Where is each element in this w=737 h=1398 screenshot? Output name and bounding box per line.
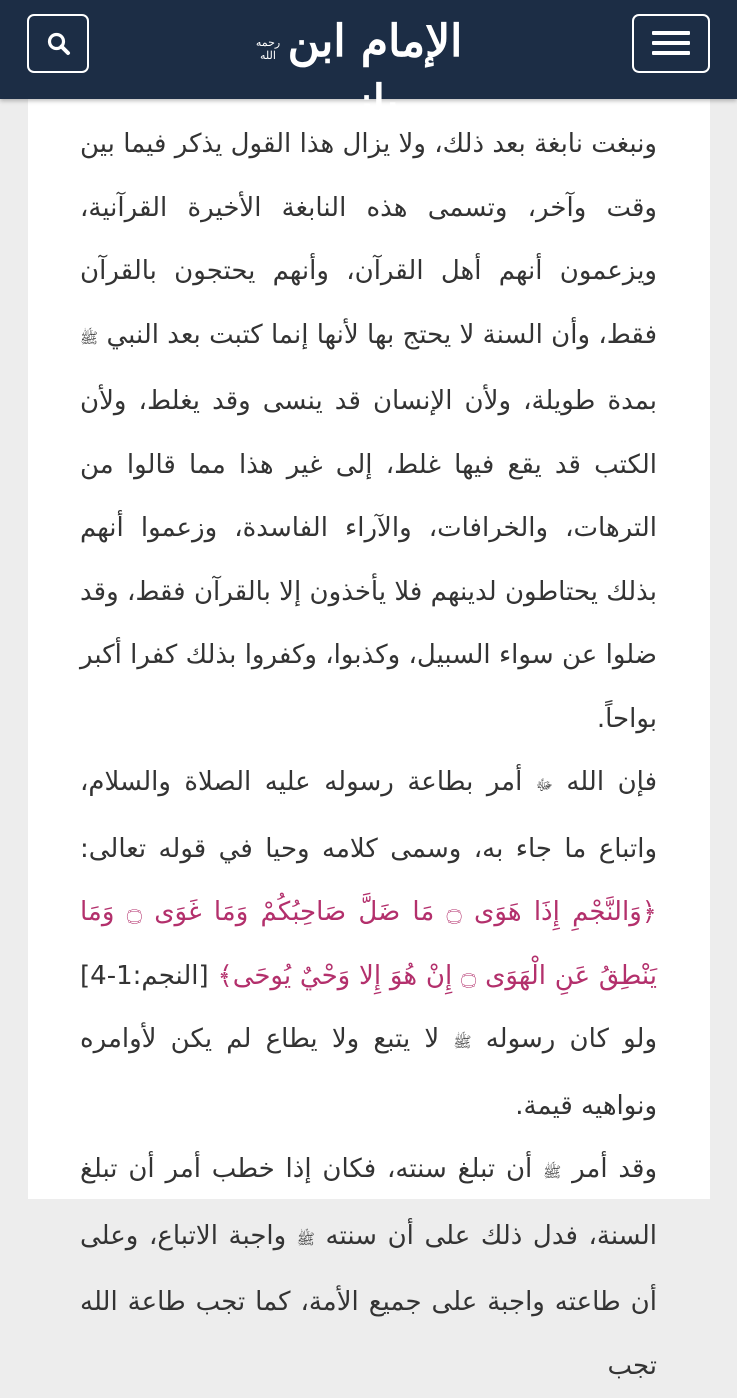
menu-button[interactable] bbox=[632, 14, 710, 73]
honorific-glyph: ﷺ bbox=[296, 1229, 315, 1248]
honorific-glyph: ﷺ bbox=[543, 1163, 562, 1181]
logo-title: الإمام ابن باز bbox=[287, 16, 463, 127]
logo-honorific: رحمه الله bbox=[255, 36, 281, 62]
article-paragraph: وقد أمر ﷺ أن تبلغ سنته، فكان إذا خطب أمر أن تبلغ السنة، فدل ذلك على أن سنته ﷺ واجبة الاتباع، وعلى أن طاعته واجبة على جميع الأمة، كما تجب طاعة الله تجب bbox=[80, 1154, 658, 1381]
honorific-glyph: ﷺ bbox=[453, 1033, 472, 1051]
verse-reference: [النجم:1-4] bbox=[80, 960, 209, 991]
search-button[interactable] bbox=[27, 14, 89, 73]
article-paragraph: ونبغت نابغة بعد ذلك، ولا يزال هذا القول يذكر فيما بين وقت وآخر، وتسمى هذه النابغة الأخيرة القرآنية، ويزعمون أنهم أهل القرآن، وأنهم يحتجون بالقرآن فقط، وأن السنة لا يحتج بها لأنها إنما كتبت بعد النبي ﷺ بمدة طويلة، ولأن الإنسان قد ينسى وقد يغلط، ولأن الكتب قد يقع فيها غلط، إلى غير هذا مما قالوا من الترهات، والخرافات، والآراء الفاسدة، وزعموا أنهم بذلك يحتاطون لدينهم فلا يأخذون إلا بالقرآن فقط، وقد ضلوا عن سواء السبيل، وكذبوا، وكفروا بذلك كفرا أكبر بواحاً. bbox=[80, 129, 657, 734]
article-body bbox=[80, 113, 657, 1398]
site-logo[interactable] bbox=[250, 8, 472, 127]
site-header bbox=[0, 0, 737, 127]
honorific-glyph: ﷺ bbox=[80, 328, 99, 347]
honorific-glyph: ﷻ bbox=[535, 776, 553, 794]
search-icon bbox=[46, 31, 72, 57]
article-paragraph: فإن الله ﷻ أمر بطاعة رسوله عليه الصلاة والسلام، واتباع ما جاء به، وسمى كلامه وحيا في قوله تعالى: ﴿وَالنَّجْمِ إِذَا هَوَى ۝ مَا ضَلَّ صَاحِبُكُمْ وَمَا غَوَى ۝ وَمَا يَنْطِقُ عَنِ الْهَوَى ۝ إِنْ هُوَ إِلا وَحْيٌ يُوحَى﴾ [النجم:1-4] ولو كان رسوله ﷺ لا يتبع ولا يطاع لم يكن لأوامره ونواهيه قيمة. bbox=[80, 767, 658, 1121]
quran-verse: ﴿وَالنَّجْمِ إِذَا هَوَى ۝ مَا ضَلَّ صَاحِبُكُمْ وَمَا غَوَى ۝ وَمَا يَنْطِقُ عَنِ الْهَوَى ۝ إِنْ هُوَ إِلا وَحْيٌ يُوحَى﴾ bbox=[80, 897, 658, 991]
